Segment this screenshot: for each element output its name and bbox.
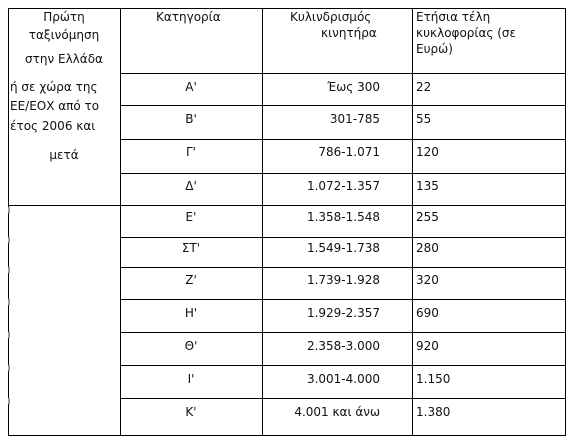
- row-capacity: 1.549-1.738: [306, 241, 380, 255]
- row-fee: 320: [416, 273, 439, 287]
- row-category: Ζ': [185, 273, 197, 287]
- first-col-continuation-line-4: μετά: [49, 148, 79, 162]
- row-category: Δ': [185, 179, 197, 193]
- row-divider: [120, 173, 566, 174]
- row-divider: [120, 267, 566, 268]
- row-divider: [120, 365, 566, 366]
- row-fee: 120: [416, 145, 439, 159]
- row-category: Γ': [186, 145, 196, 159]
- row-capacity: 786-1.071: [318, 145, 380, 159]
- row-category: Ι': [187, 372, 195, 386]
- header-fees-line-2: κυκλοφορίας (σε: [416, 26, 517, 40]
- row-fee: 920: [416, 339, 439, 353]
- row-capacity: 1.358-1.548: [306, 210, 380, 224]
- row-capacity: 1.929-2.357: [306, 306, 380, 320]
- row-category: Η': [184, 306, 198, 320]
- row-capacity: Έως 300: [327, 80, 380, 94]
- row-divider: [120, 237, 566, 238]
- row-category: Β': [185, 112, 197, 126]
- row-capacity: 1.739-1.928: [306, 273, 380, 287]
- row-fee: 1.150: [416, 372, 451, 386]
- header-capacity-line-2: κινητήρα: [321, 26, 377, 40]
- row-divider: [120, 332, 566, 333]
- row-fee: 280: [416, 241, 439, 255]
- row-fee: 22: [416, 80, 432, 94]
- row-divider: [120, 73, 566, 74]
- header-first-registration-line-2: ταξινόμηση: [28, 28, 100, 42]
- row-category: Ε': [185, 210, 197, 224]
- header-fees-line-3: Ευρώ): [416, 42, 453, 56]
- row-category: Θ': [184, 339, 198, 353]
- faint-mark: [8, 365, 10, 371]
- row-capacity: 2.358-3.000: [306, 339, 380, 353]
- row-fee: 255: [416, 210, 439, 224]
- faint-mark: [8, 207, 10, 213]
- row-divider: [120, 139, 566, 140]
- faint-mark: [8, 398, 10, 404]
- faint-mark: [8, 267, 10, 273]
- row-divider: [8, 205, 566, 206]
- header-fees-line-1: Ετήσια τέλη: [416, 10, 491, 24]
- row-fee: 135: [416, 179, 439, 193]
- row-fee: 690: [416, 306, 439, 320]
- faint-mark: [8, 332, 10, 338]
- row-fee: 55: [416, 112, 432, 126]
- first-col-continuation-line-3: έτος 2006 και: [10, 119, 96, 133]
- row-category: Α': [185, 80, 197, 94]
- row-fee: 1.380: [416, 405, 451, 419]
- row-capacity: 1.072-1.357: [306, 179, 380, 193]
- row-divider: [120, 398, 566, 399]
- row-capacity: 3.001-4.000: [306, 372, 380, 386]
- first-col-continuation-line-1: ή σε χώρα της: [10, 80, 98, 94]
- row-divider: [120, 105, 566, 106]
- row-capacity: 4.001 και άνω: [294, 405, 380, 419]
- first-col-continuation-line-2: ΕΕ/ΕΟΧ από το: [10, 99, 100, 113]
- row-divider: [120, 299, 566, 300]
- header-first-registration-line-1: Πρώτη: [43, 10, 85, 24]
- faint-mark: [8, 237, 10, 243]
- header-first-registration-line-3: στην Ελλάδα: [25, 52, 103, 66]
- faint-mark: [8, 299, 10, 305]
- row-category: ΣΤ': [181, 241, 201, 255]
- header-category: Κατηγορία: [156, 10, 221, 24]
- header-capacity-line-1: Κυλινδρισμός: [290, 10, 372, 24]
- row-category: Κ': [185, 405, 197, 419]
- row-capacity: 301-785: [329, 112, 380, 126]
